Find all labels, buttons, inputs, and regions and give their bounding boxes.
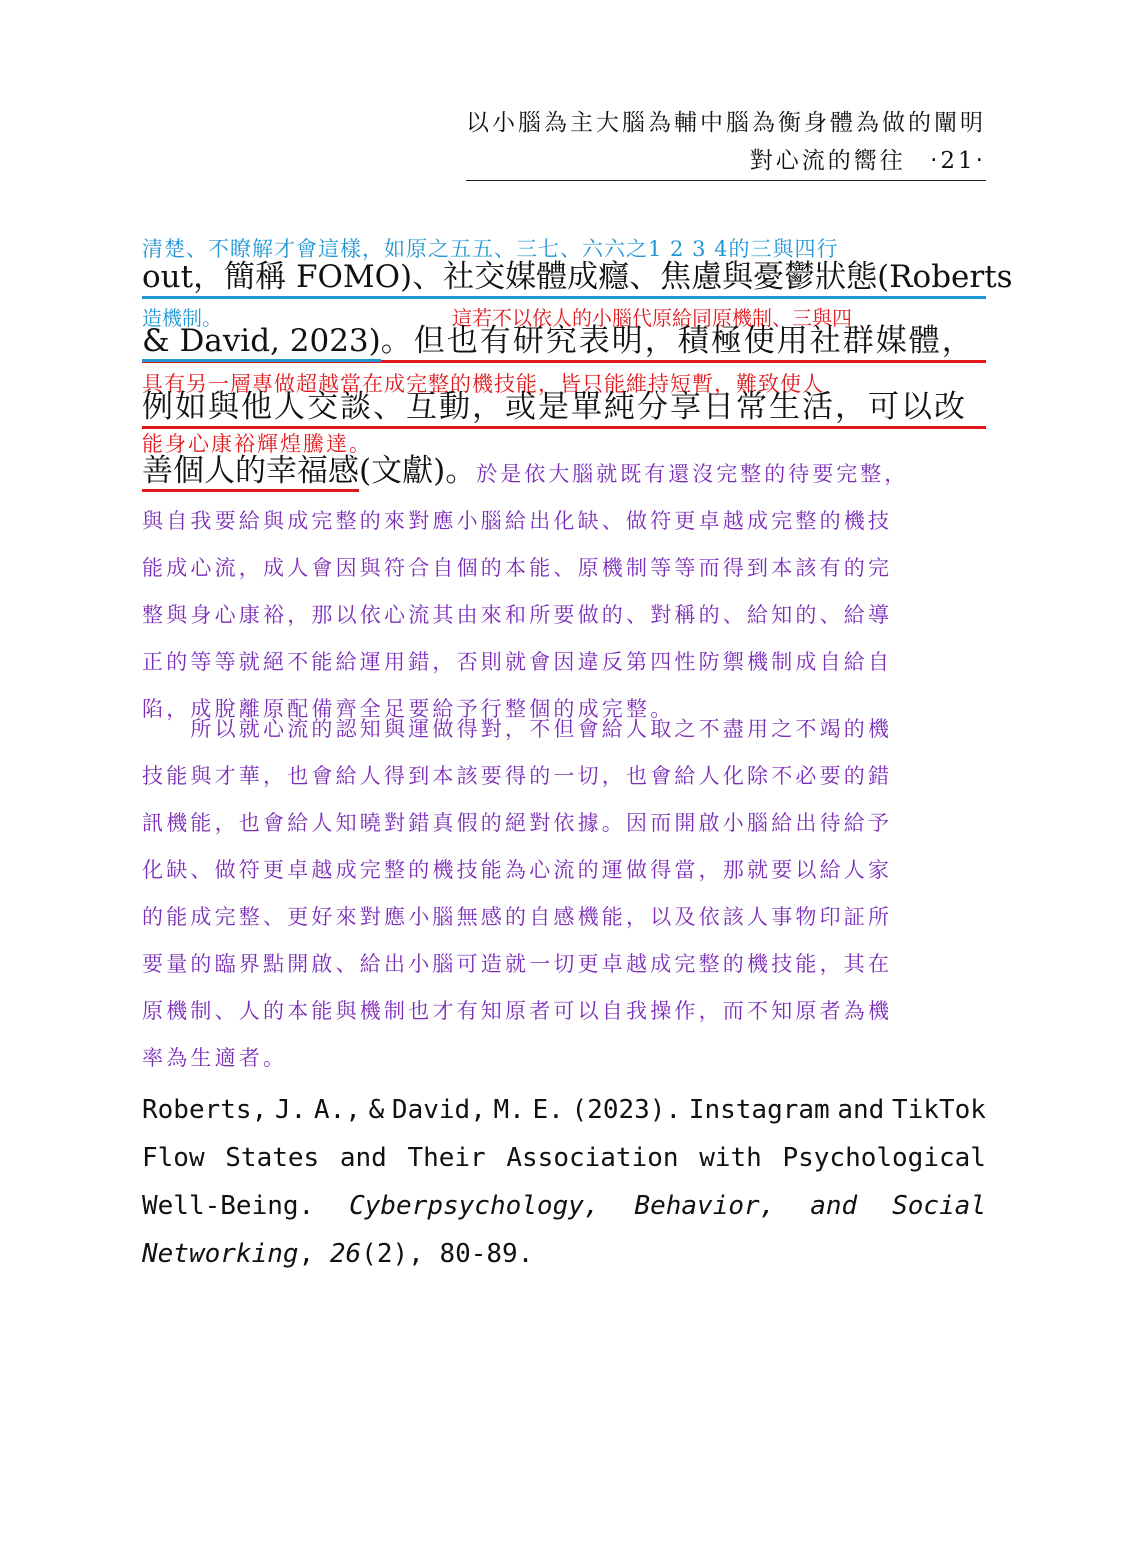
- paragraph-line: 原機制、人的本能與機制也才有知原者可以自我操作，而不知原者為機: [142, 999, 893, 1023]
- literature-marker: (文獻): [359, 453, 446, 489]
- paragraph-line: 化缺、做符更卓越成完整的機技能為心流的運做得當，那就要以給人家: [142, 858, 893, 882]
- ref-word: Well-Being.: [142, 1191, 315, 1221]
- ref-issue-pages: (2), 80-89.: [361, 1239, 534, 1269]
- main-text-line-1: out，簡稱 FOMO)、社交媒體成癮、焦慮與憂鬱狀態(Roberts: [142, 258, 986, 299]
- ref-journal-word: Social: [892, 1191, 986, 1221]
- annotation-blue-1: 清楚、不瞭解才會這樣，如原之五五、三七、六六之1 2 3 4的三與四行: [142, 237, 839, 261]
- ref-volume: 26: [329, 1239, 362, 1269]
- annotation-red-3: 能身心康裕輝煌騰達。: [142, 432, 372, 456]
- page-header: [466, 104, 986, 181]
- ref-word: Association: [506, 1143, 679, 1173]
- ref-word: States: [225, 1143, 320, 1173]
- ref-word: Roberts,: [142, 1095, 268, 1125]
- ref-word: with: [699, 1143, 762, 1173]
- ref-journal-word: Behavior,: [634, 1191, 776, 1221]
- ref-word: Instagram: [688, 1095, 830, 1125]
- ref-word: and: [837, 1095, 885, 1125]
- reference-line-2: [142, 1134, 986, 1182]
- header-subtitle-line: [466, 142, 986, 181]
- annotation-red-2: 具有另一層專做超越當在成完整的機技能，皆只能維持短暫，難致使人: [142, 372, 824, 396]
- main-text-line-2-rest: 。但也有研究表明，積極使用社群媒體，: [380, 323, 975, 359]
- paragraph-line: 所以就心流的認知與運做得對，不但會給人取之不盡用之不竭的機: [142, 717, 893, 741]
- main-text-line-2: [142, 322, 986, 363]
- paragraph-line: 整與身心康裕，那以依心流其由來和所要做的、對稱的、給知的、給導: [142, 603, 893, 627]
- ref-word: Psychological: [782, 1143, 986, 1173]
- paragraph-line: 陷，成脫離原配備齊全足要給予行整個的成完整。: [142, 697, 675, 721]
- ref-separator: ,: [298, 1239, 330, 1269]
- main-text-line-4: [142, 452, 908, 493]
- sentence-period: 。: [445, 453, 477, 489]
- ref-word: (2023).: [571, 1095, 682, 1125]
- citation-roberts-david: & David, 2023): [142, 323, 381, 362]
- ref-journal-word: and: [810, 1191, 858, 1221]
- reference-line-3: [142, 1182, 986, 1230]
- paragraph-line: 技能與才華，也會給人得到本該要得的一切，也會給人化除不必要的錯: [142, 764, 893, 788]
- ref-word: Flow: [142, 1143, 205, 1173]
- annotation-red-1: 這若不以依人的小腦代原給同原機制、三與四: [452, 306, 852, 330]
- ref-word: E.: [532, 1095, 564, 1125]
- ref-word: David,: [391, 1095, 486, 1125]
- ref-word: &: [368, 1095, 385, 1125]
- ref-word: Their: [407, 1143, 486, 1173]
- ref-word: A.,: [313, 1095, 361, 1125]
- ref-word: M.: [493, 1095, 525, 1125]
- ref-word: TikTok: [892, 1095, 986, 1125]
- paragraph-line: 與自我要給與成完整的來對應小腦給出化缺、做符更卓越成完整的機技: [142, 509, 893, 533]
- wellbeing-phrase: 善個人的幸福感: [142, 453, 359, 492]
- header-title: 以小腦為主大腦為輔中腦為衡身體為做的闡明: [466, 110, 986, 136]
- paragraph-line: 率為生適者。: [142, 1046, 288, 1070]
- purple-paragraph-1: [142, 498, 986, 733]
- reference-line-1: [142, 1086, 986, 1134]
- ref-word: J.: [274, 1095, 307, 1125]
- purple-paragraph-2: [142, 706, 986, 1082]
- paragraph-line: 正的等等就絕不能給運用錯，否則就會因違反第四性防禦機制成自給自: [142, 650, 893, 674]
- ref-journal-word: Networking: [142, 1239, 299, 1269]
- page-number: ‧21‧: [930, 148, 986, 174]
- purple-lead-in: 於是依大腦就既有還沒完整的待要完整，: [476, 462, 909, 486]
- paragraph-line: 的能成完整、更好來對應小腦無感的自感機能，以及依該人事物印証所: [142, 905, 893, 929]
- main-text-line-3: 例如與他人交談、互動，或是單純分享日常生活，可以改: [142, 388, 986, 429]
- paragraph-line: 訊機能，也會給人知曉對錯真假的絕對依據。因而開啟小腦給出待給予: [142, 811, 893, 835]
- reference-line-4: [142, 1230, 986, 1278]
- annotation-blue-2: 造機制。: [142, 306, 222, 330]
- ref-journal-word: Cyberpsychology,: [349, 1191, 600, 1221]
- header-subtitle: 對心流的嚮往: [749, 148, 906, 174]
- paragraph-line: 能成心流，成人會因與符合自個的本能、原機制等等而得到本該有的完: [142, 556, 893, 580]
- reference-entry: [142, 1086, 986, 1278]
- paragraph-line: 要量的臨界點開啟、給出小腦可造就一切更卓越成完整的機技能，其在: [142, 952, 893, 976]
- ref-word: and: [339, 1143, 387, 1173]
